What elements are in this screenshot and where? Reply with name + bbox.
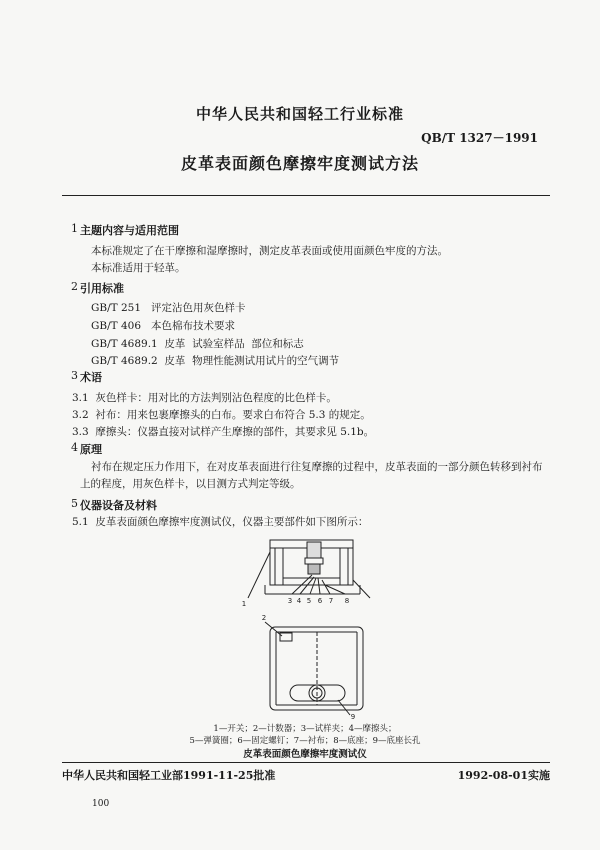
section-1-paragraph-2: 本标准适用于轻革。 [91, 262, 186, 274]
callout-label-2: 2 [261, 614, 267, 622]
section-1-paragraph-1: 本标准规定了在干摩擦和湿摩擦时，测定皮革表面或使用面颜色牢度的方法。 [91, 245, 448, 257]
section-5-heading: 5 仪器设备及材料 [71, 497, 157, 512]
callout-label-9: 9 [350, 713, 356, 720]
figure-caption-legend-2: 5—弹簧圈；6—固定螺钉；7—衬布；8—底座；9—底座长孔 [189, 736, 421, 746]
section-2-heading: 2 引用标准 [71, 280, 124, 295]
figure-caption-title: 皮革表面颜色摩擦牢度测试仪 [243, 749, 367, 760]
callout-label-6: 6 [317, 597, 323, 605]
section-5-1-paragraph: 5.1 皮革表面颜色摩擦牢度测试仪，仪器主要部件如下图所示： [72, 516, 369, 528]
callout-label-8: 8 [344, 597, 350, 605]
footer-rule [62, 762, 550, 763]
term-item: 3.2 衬布：用来包裹摩擦头的白布。要求白布符合 5.3 的规定。 [72, 409, 371, 421]
approval-line: 中华人民共和国轻工业部1991-11-25批准 [62, 769, 276, 782]
callout-label-7: 7 [328, 597, 334, 605]
callout-label-4: 4 [296, 597, 302, 605]
reference-item: GB/T 4689.2 皮革 物理性能测试用试片的空气调节 [91, 355, 340, 367]
issuing-authority: 中华人民共和国轻工行业标准 [195, 105, 404, 123]
reference-item: GB/T 406 本色棉布技术要求 [91, 320, 236, 332]
section-4-paragraph: 衬布在规定压力作用下，在对皮革表面进行往复摩擦的过程中，皮革表面的一部分颜色转移到衬布上的程度，用灰色样卡，以目测方式判定等级。 [80, 461, 543, 490]
callout-label-3: 3 [287, 597, 293, 605]
callout-label-1: 1 [241, 600, 247, 608]
section-4-heading: 4 原理 [71, 441, 102, 456]
tester-diagram [220, 530, 390, 720]
effective-date: 1992-08-01实施 [457, 769, 550, 782]
callout-label-5: 5 [306, 597, 312, 605]
section-3-heading: 3 术语 [71, 369, 102, 384]
header-rule [62, 195, 550, 196]
figure-caption-legend-1: 1—开关；2—计数器；3—试样夹；4—摩擦头； [213, 724, 397, 734]
term-item: 3.1 灰色样卡：用对比的方法判别沾色程度的比色样卡。 [72, 392, 337, 404]
page-number: 100 [92, 799, 110, 809]
section-1-heading: 1 主题内容与适用范围 [71, 222, 179, 237]
document-title: 皮革表面颜色摩擦牢度测试方法 [180, 154, 419, 173]
term-item: 3.3 摩擦头：仪器直接对试样产生摩擦的部件，其要求见 5.1b。 [72, 426, 375, 438]
reference-item: GB/T 251 评定沾色用灰色样卡 [91, 302, 246, 314]
reference-item: GB/T 4689.1 皮革 试验室样品 部位和标志 [91, 338, 304, 350]
standard-code: QB/T 1327－1991 [421, 131, 538, 145]
